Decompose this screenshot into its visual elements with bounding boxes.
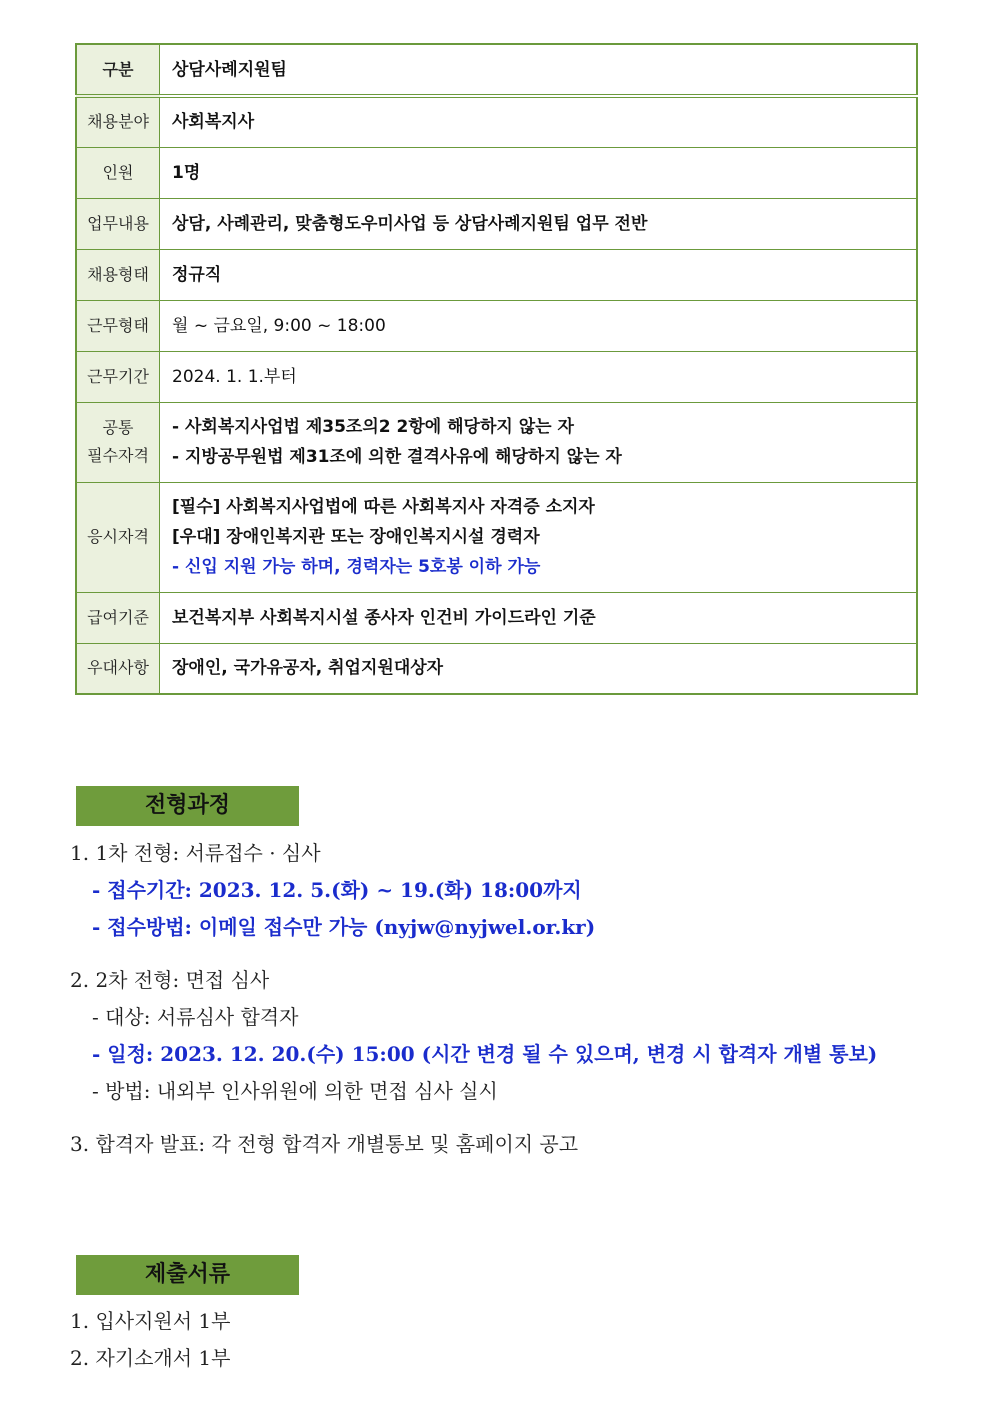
- row-label: 급여기준: [76, 592, 160, 643]
- table-row: [76, 198, 917, 249]
- row-label: 근무형태: [76, 300, 160, 351]
- recruitment-info-table: [75, 43, 918, 695]
- step-2: 2. 2차 전형: 면접 심사: [70, 968, 270, 992]
- row-value: - 사회복지사업법 제35조의2 2항에 해당하지 않는 자 - 지방공무원법 제31조에 의한 결격사유에 해당하지 않는 자: [160, 402, 918, 482]
- row-value: 사회복지사: [160, 96, 918, 147]
- process-section-title: 전형과정: [76, 786, 299, 826]
- row-label: 채용형태: [76, 249, 160, 300]
- step-1-period: - 접수기간: 2023. 12. 5.(화) ~ 19.(화) 18:00까지: [92, 878, 582, 902]
- row-value: 월 ~ 금요일, 9:00 ~ 18:00: [160, 300, 918, 351]
- table-row: [76, 249, 917, 300]
- row-value: 보건복지부 사회복지시설 종사자 인건비 가이드라인 기준: [160, 592, 918, 643]
- documents-list: [70, 1303, 230, 1377]
- row-label: 인원: [76, 147, 160, 198]
- row-label: 근무기간: [76, 351, 160, 402]
- step-2-method: - 방법: 내외부 인사위원에 의한 면접 심사 실시: [92, 1079, 498, 1103]
- table-row: [76, 44, 917, 96]
- row-value: 2024. 1. 1.부터: [160, 351, 918, 402]
- row-label: 업무내용: [76, 198, 160, 249]
- table-row: [76, 402, 917, 482]
- row-label: 공통 필수자격: [76, 402, 160, 482]
- step-2-target: - 대상: 서류심사 합격자: [92, 1005, 299, 1029]
- step-2-schedule: - 일정: 2023. 12. 20.(수) 15:00 (시간 변경 될 수 있으며, 변경 시 합격자 개별 통보): [92, 1042, 878, 1066]
- table-row: [76, 592, 917, 643]
- table-row: [76, 482, 917, 592]
- row-value: [필수] 사회복지사업법에 따른 사회복지사 자격증 소지자 [우대] 장애인복지관 또는 장애인복지시설 경력자 - 신입 지원 가능 하며, 경력자는 5호봉 이하 가능: [160, 482, 918, 592]
- row-value: 상담, 사례관리, 맞춤형도우미사업 등 상담사례지원팀 업무 전반: [160, 198, 918, 249]
- row-value: 1명: [160, 147, 918, 198]
- row-value: 장애인, 국가유공자, 취업지원대상자: [160, 643, 918, 694]
- process-list: [70, 835, 877, 1163]
- table-row: [76, 643, 917, 694]
- row-label: 구분: [76, 44, 160, 96]
- row-label: 우대사항: [76, 643, 160, 694]
- row-label: 응시자격: [76, 482, 160, 592]
- table-row: [76, 96, 917, 147]
- step-1-method: - 접수방법: 이메일 접수만 가능 (nyjw@nyjwel.or.kr): [92, 915, 596, 939]
- row-value: 정규직: [160, 249, 918, 300]
- table-row: [76, 351, 917, 402]
- row-label: 채용분야: [76, 96, 160, 147]
- step-1: 1. 1차 전형: 서류접수 · 심사: [70, 841, 321, 865]
- documents-section-title: 제출서류: [76, 1255, 299, 1295]
- table-row: [76, 147, 917, 198]
- step-3: 3. 합격자 발표: 각 전형 합격자 개별통보 및 홈페이지 공고: [70, 1132, 579, 1156]
- table-row: [76, 300, 917, 351]
- document-item-1: 1. 입사지원서 1부: [70, 1309, 231, 1333]
- document-item-2: 2. 자기소개서 1부: [70, 1346, 231, 1370]
- row-value: 상담사례지원팀: [160, 44, 918, 96]
